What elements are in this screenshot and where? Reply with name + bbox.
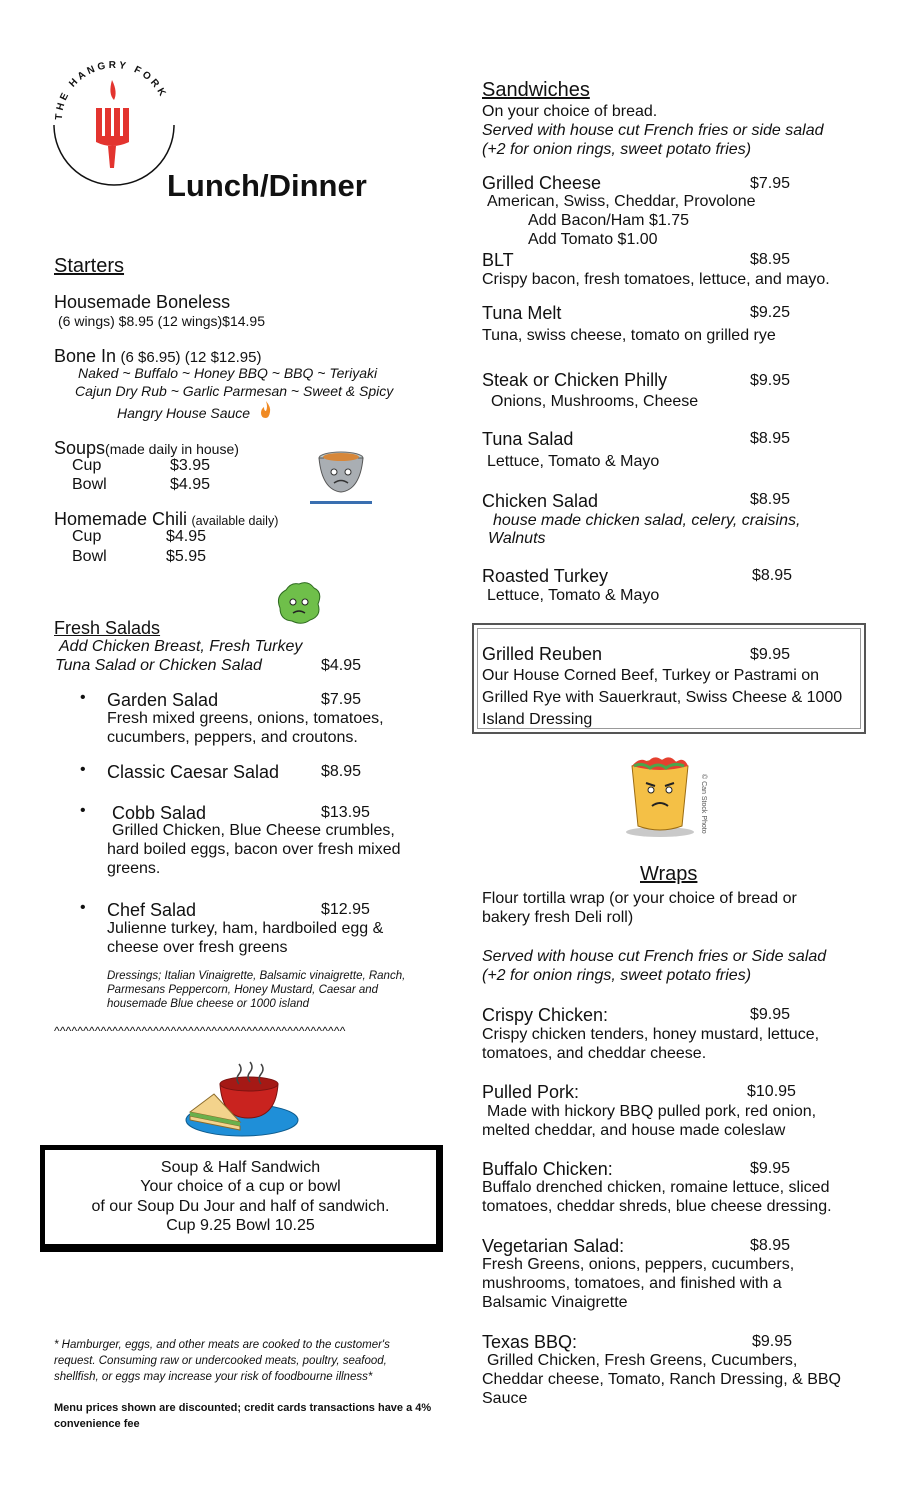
menu-item-price: $8.95 [750,251,791,268]
salad-price: $12.95 [321,901,370,918]
sauces-line-1: Naked ~ Buffalo ~ Honey BBQ ~ BBQ ~ Teriyaki [78,365,378,381]
menu-item-desc: Crispy chicken tenders, honey mustard, lettuce, [482,1026,820,1043]
menu-item-price: $8.95 [750,1237,791,1254]
menu-item-name: Buffalo Chicken: [482,1159,613,1179]
menu-item-name: Pulled Pork: [482,1082,580,1102]
menu-item-desc: Lettuce, Tomato & Mayo [487,453,660,470]
menu-item-addon: Add Bacon/Ham $1.75 [528,212,689,229]
dressings-line-2: Parmesans Peppercorn, Honey Mustard, Caesar and [107,984,379,996]
menu-item-name: Roasted Turkey [482,566,609,586]
sauces-line-3: Hangry House Sauce [117,405,251,421]
salad-desc: Fresh mixed greens, onions, tomatoes, [107,710,384,727]
menu-item-desc: Fresh Greens, onions, peppers, cucumbers, [482,1256,795,1273]
salad-desc: Grilled Chicken, Blue Cheese crumbles, [112,822,395,839]
menu-item-price: $8.95 [750,430,791,447]
salads-addon-line-1: Add Chicken Breast, Fresh Turkey [59,638,303,655]
salad-name: Chef Salad [107,900,197,920]
wraps-intro-4: (+2 for onion rings, sweet potato fries) [482,967,752,984]
sauces-line-2: Cajun Dry Rub ~ Garlic Parmesan ~ Sweet & Spicy [75,383,394,399]
flame-icon [259,401,273,424]
chili-name: Homemade Chili [54,509,188,529]
menu-item-name: Vegetarian Salad: [482,1236,625,1256]
menu-item-desc: Tuna, swiss cheese, tomato on grilled rye [482,327,776,344]
boneless-prices: (6 wings) $8.95 (12 wings)$14.95 [58,313,266,329]
combo-title: Soup & Half Sandwich [160,1159,321,1176]
disclaimer-line-1: * Hamburger, eggs, and other meats are cooked to the customer's [54,1339,390,1351]
page-title: Lunch/Dinner [167,168,367,203]
combo-box-inner [44,1149,437,1245]
soups-cup-price: $3.95 [170,457,211,474]
salad-price: $7.95 [321,691,362,708]
menu-item-price: $10.95 [747,1083,796,1100]
salads-addon-line-2: Tuna Salad or Chicken Salad [55,657,262,674]
menu-item-price: $8.95 [750,491,791,508]
salad-desc: greens. [107,860,161,877]
menu-item-desc: Made with hickory BBQ pulled pork, red onion, [487,1103,817,1120]
fee-line-2: convenience fee [54,1418,140,1430]
menu-item-name: Grilled Cheese [482,173,602,193]
logo [44,50,184,190]
chili-cup-label: Cup [72,528,102,545]
menu-item-desc: Balsamic Vinaigrette [482,1294,628,1311]
dressings-line-3: housemade Blue cheese or 1000 island [107,998,310,1010]
menu-item-name: Tuna Melt [482,303,562,323]
menu-item-name: Crispy Chicken: [482,1005,609,1025]
sandwiches-intro-2: Served with house cut French fries or side salad [482,122,824,139]
salad-price: $8.95 [321,763,362,780]
section-divider: ^^^^^^^^^^^^^^^^^^^^^^^^^^^^^^^^^^^^^^^^^^^^^^^^^^ [54,1024,346,1038]
menu-item-price: $8.95 [752,567,793,584]
menu-item-name: Tuna Salad [482,429,574,449]
salad-name: Classic Caesar Salad [107,762,280,782]
angry-soup-bowl-icon [310,442,374,513]
wraps-intro-1: Flour tortilla wrap (or your choice of bread or [482,890,797,907]
soups-note: (made daily in house) [105,441,239,457]
chili-note: (available daily) [191,514,279,528]
bullet-icon: • [80,689,86,706]
chili-bowl-label: Bowl [72,548,107,565]
combo-box [40,1145,443,1252]
salads-heading: Fresh Salads [54,618,161,638]
menu-item-desc: tomatoes, cheddar shreds, blue cheese dressing. [482,1198,832,1215]
menu-item-desc: Walnuts [488,530,546,547]
chili-row [54,509,278,530]
menu-item-price: $7.95 [750,175,791,192]
salad-desc: Julienne turkey, ham, hardboiled egg & [107,920,384,937]
bullet-icon: • [80,899,86,916]
bonein-name: Bone In [54,346,117,366]
menu-item-name: BLT [482,250,514,270]
menu-item-desc: Onions, Mushrooms, Cheese [491,393,699,410]
menu-item-desc: Island Dressing [482,711,593,728]
sandwiches-heading: Sandwiches [482,79,590,101]
menu-item-price: $9.25 [750,304,791,321]
sandwiches-intro-1: On your choice of bread. [482,103,658,120]
bonein-row [54,346,261,367]
combo-line-2: of our Soup Du Jour and half of sandwich. [91,1198,390,1215]
menu-item-price: $9.95 [750,1160,791,1177]
menu-item-name: Chicken Salad [482,491,599,511]
fee-line-1: Menu prices shown are discounted; credit cards transactions have a 4% [54,1402,432,1414]
menu-item-desc: melted cheddar, and house made coleslaw [482,1122,786,1139]
menu-item-desc: Grilled Rye with Sauerkraut, Swiss Cheese & 1000 [482,689,843,706]
disclaimer-line-3: shellfish, or eggs may increase your risk of foodbourne illness* [54,1371,373,1383]
sandwiches-intro-3: (+2 for onion rings, sweet potato fries) [482,141,752,158]
salad-price: $13.95 [321,804,370,821]
wraps-intro-2: bakery fresh Deli roll) [482,909,634,926]
dressings-line-1: Dressings; Italian Vinaigrette, Balsamic vinaigrette, Ranch, [107,970,406,982]
starters-heading: Starters [54,255,125,277]
fork-logo-icon [44,50,184,190]
wraps-heading: Wraps [640,863,698,885]
menu-item-desc: Buffalo drenched chicken, romaine lettuce, sliced [482,1179,830,1196]
menu-item-desc: Our House Corned Beef, Turkey or Pastrami on [482,667,820,684]
menu-item-desc: tomatoes, and cheddar cheese. [482,1045,707,1062]
soups-cup-label: Cup [72,457,102,474]
menu-item-desc: American, Swiss, Cheddar, Provolone [487,193,756,210]
menu-item-desc: Grilled Chicken, Fresh Greens, Cucumbers, [487,1352,798,1369]
menu-item-name: Texas BBQ: [482,1332,578,1352]
salad-name: Garden Salad [107,690,219,710]
bullet-icon: • [80,761,86,778]
menu-item-price: $9.95 [750,1006,791,1023]
logo-text: THE HANGRY FORK [53,59,169,121]
combo-line-3: Cup 9.25 Bowl 10.25 [166,1217,315,1234]
chili-bowl-price: $5.95 [166,548,207,565]
menu-item-desc: mushrooms, tomatoes, and finished with a [482,1275,782,1292]
wraps-intro-3: Served with house cut French fries or Side salad [482,948,827,965]
soups-bowl-price: $4.95 [170,476,211,493]
chili-cup-price: $4.95 [166,528,207,545]
menu-item-name: Steak or Chicken Philly [482,370,668,390]
angry-wrap-icon [622,752,698,845]
menu-item-desc: Cheddar cheese, Tomato, Ranch Dressing, & BBQ [482,1371,841,1388]
soups-row [54,438,239,459]
boneless-name: Housemade Boneless [54,292,231,312]
salads-addon-price: $4.95 [321,657,362,674]
image-credit: © Can Stock Photo [700,774,707,834]
menu-item-desc: house made chicken salad, celery, craisins, [493,512,801,529]
menu-item-price: $9.95 [752,1333,793,1350]
salad-name: Cobb Salad [112,803,207,823]
menu-item-price: $9.95 [750,372,791,389]
salad-desc: cheese over fresh greens [107,939,288,956]
bonein-prices: (6 $6.95) (12 $12.95) [120,349,262,366]
bullet-icon: • [80,802,86,819]
combo-line-1: Your choice of a cup or bowl [140,1178,341,1195]
soups-name: Soups [54,438,106,458]
soups-bowl-label: Bowl [72,476,107,493]
menu-item-price: $9.95 [750,646,791,663]
menu-item-desc: Sauce [482,1390,528,1407]
menu-item-addon: Add Tomato $1.00 [528,231,658,248]
salad-desc: cucumbers, peppers, and croutons. [107,729,358,746]
menu-item-name: Grilled Reuben [482,644,603,664]
menu-item-desc: Crispy bacon, fresh tomatoes, lettuce, and mayo. [482,271,830,288]
salad-desc: hard boiled eggs, bacon over fresh mixed [107,841,401,858]
angry-lettuce-icon [274,580,324,631]
disclaimer-line-2: request. Consuming raw or undercooked meats, poultry, seafood, [54,1355,387,1367]
menu-item-desc: Lettuce, Tomato & Mayo [487,587,660,604]
soup-sandwich-icon [184,1060,300,1143]
